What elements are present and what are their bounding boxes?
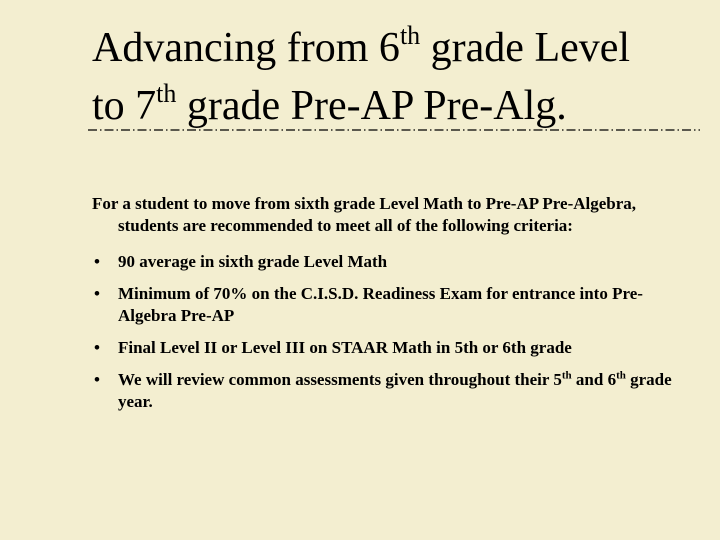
title-line1 xyxy=(92,21,631,71)
title-line1-text: Advancing from 6 xyxy=(92,25,400,71)
list-item xyxy=(92,251,672,273)
title-line2 xyxy=(92,79,567,129)
bullet-text: 90 average in sixth grade Level Math xyxy=(118,252,388,271)
intro-paragraph: For a student to move from sixth grade Level Math to Pre-AP Pre-Algebra, students are recommended to meet all of the following criteria: xyxy=(92,194,637,235)
bullet-icon: • xyxy=(94,338,100,357)
list-item xyxy=(92,283,672,327)
bullet-text xyxy=(118,370,672,411)
bullet-icon: • xyxy=(94,284,100,303)
bullet-text-part: grade year. xyxy=(118,370,672,411)
bullet-text: Final Level II or Level III on STAAR Math in 5th or 6th grade xyxy=(118,338,572,357)
bullet-icon: • xyxy=(94,252,100,271)
bullet-text-part: and 6 xyxy=(571,370,617,389)
bullet-icon: • xyxy=(94,370,100,389)
title-line2-post: grade Pre-AP Pre-Alg. xyxy=(176,83,567,129)
slide-body xyxy=(92,193,672,423)
bullet-text: Minimum of 70% on the C.I.S.D. Readiness Exam for entrance into Pre- Algebra Pre-AP xyxy=(118,284,643,325)
slide-title xyxy=(92,14,702,130)
title-line1-sup: th xyxy=(399,21,421,50)
title-line2-sup: th xyxy=(156,79,177,108)
list-item xyxy=(92,369,672,413)
criteria-list xyxy=(92,251,672,413)
title-line1-post: grade Level xyxy=(420,25,631,71)
bullet-sup: th xyxy=(616,369,626,382)
bullet-sup: th xyxy=(561,369,572,382)
title-divider xyxy=(88,127,700,133)
bullet-text-part: We will review common assessments given throughout their 5 xyxy=(118,370,562,389)
title-line2-text: to 7 xyxy=(92,83,157,129)
list-item xyxy=(92,337,672,359)
